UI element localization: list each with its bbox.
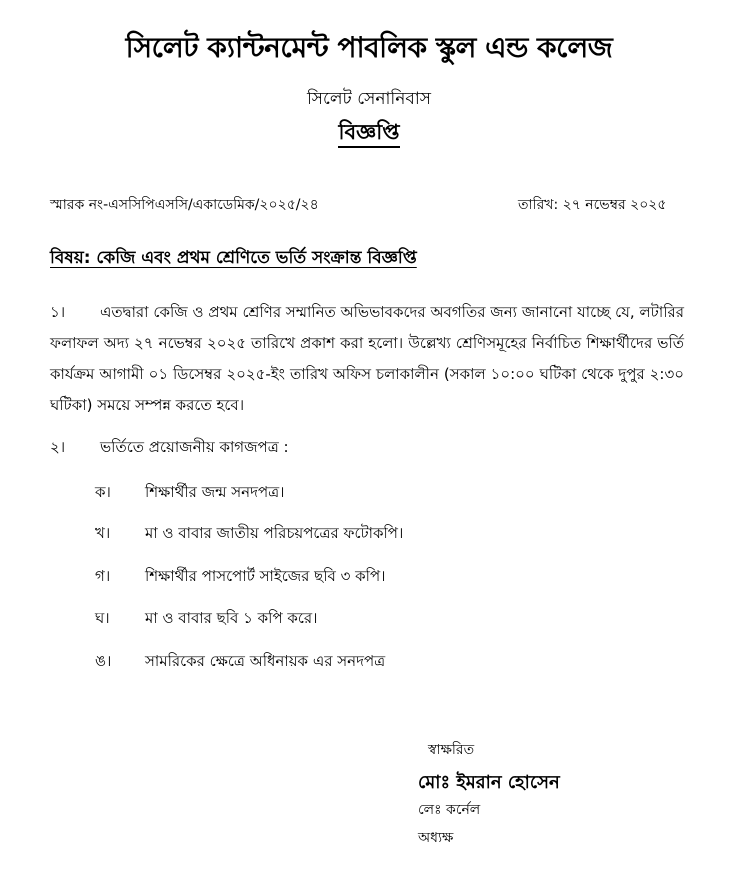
signer-name: মোঃ ইমরান হোসেন: [418, 772, 560, 793]
list-item: [95, 650, 385, 675]
list-item-text: মা ও বাবার ছবি ১ কপি করে।: [145, 609, 318, 627]
section-2-number: ২।: [50, 438, 66, 456]
list-item-text: শিক্ষার্থীর জন্ম সনদপত্র।: [145, 483, 285, 501]
section-1-text: এতদ্বারা কেজি ও প্রথম শ্রেণির সম্মানিত অভিভাবকদের অবগতির জন্য জানানো যাচ্ছে যে, লটারির ফলাফল অদ্য ২৭ নভেম্বর ২০২৫ তারিখে প্রকাশ করা হলো। উল্লেখ্য শ্রেণিসমূহের নির্বাচিত শিক্ষার্থীদের ভর্তি কার্যক্রম আগামী ০১ ডিসেম্বর ২০২৫-ইং তারিখ অফিস চলাকালীন (সকাল ১০:০০ ঘটিকা থেকে দুপুর ২:৩০ ঘটিকা) সময়ে সম্পন্ন করতে হবে।: [50, 303, 684, 414]
list-item-letter: ঙ।: [95, 652, 112, 670]
list-item-letter: গ।: [95, 567, 111, 585]
list-item-text: শিক্ষার্থীর পাসপোর্ট সাইজের ছবি ৩ কপি।: [145, 567, 386, 585]
list-item: [95, 565, 386, 590]
notice-date: তারিখ: ২৭ নভেম্বর ২০২৫: [518, 197, 667, 213]
list-item-text: সামরিকের ক্ষেত্রে অধিনায়ক এর সনদপত্র: [145, 652, 386, 670]
section-1-number: ১।: [50, 303, 66, 321]
location-line: সিলেট সেনানিবাস: [306, 89, 432, 109]
list-item-letter: ঘ।: [95, 609, 110, 627]
section-2-heading-row: [50, 436, 289, 461]
list-item: [95, 481, 285, 506]
section-2-heading: ভর্তিতে প্রয়োজনীয় কাগজপত্র :: [100, 438, 289, 456]
notice-title-text: বিজ্ঞপ্তি: [338, 120, 399, 148]
list-item-letter: খ।: [95, 524, 111, 542]
notice-title: [0, 116, 738, 151]
list-item: [95, 522, 403, 547]
list-item-text: মা ও বাবার জাতীয় পরিচয়পত্রের ফটোকপি।: [145, 524, 404, 542]
section-1-paragraph: [50, 297, 684, 421]
list-item-letter: ক।: [95, 483, 111, 501]
signed-label: স্বাক্ষরিত: [428, 742, 475, 758]
subject-line: বিষয়: কেজি এবং প্রথম শ্রেণিতে ভর্তি সংক্রান্ত বিজ্ঞপ্তি: [50, 248, 417, 268]
list-item: [95, 607, 318, 632]
signer-rank: লেঃ কর্নেল: [418, 802, 481, 818]
signer-designation: অধ্যক্ষ: [418, 830, 454, 846]
school-name: সিলেট ক্যান্টনমেন্ট পাবলিক স্কুল এন্ড কলেজ: [125, 31, 613, 64]
memo-number: স্মারক নং-এসসিপিএসসি/একাডেমিক/২০২৫/২৪: [50, 197, 319, 213]
